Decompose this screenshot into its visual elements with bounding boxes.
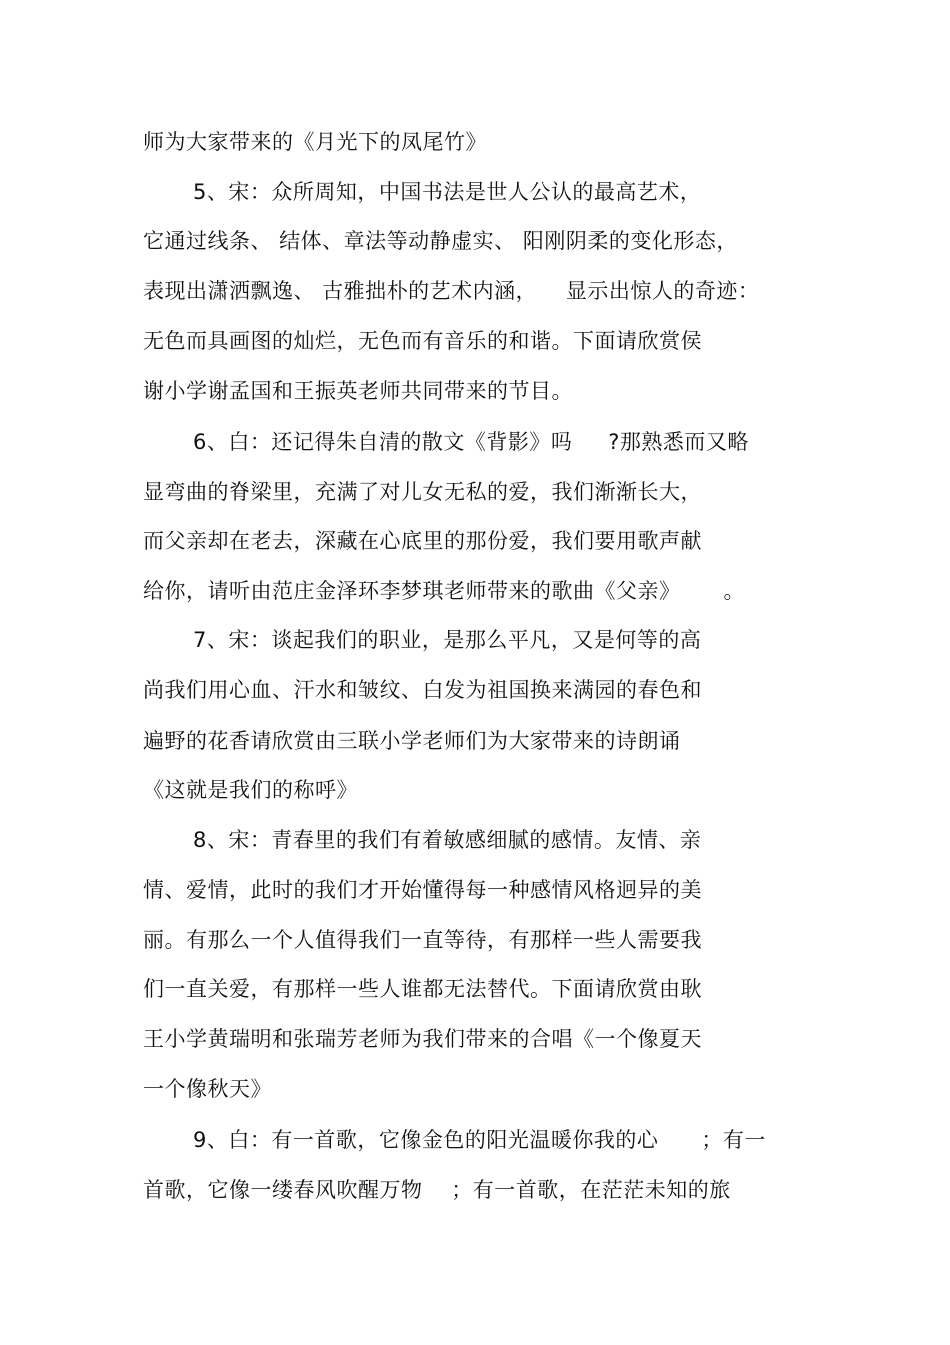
text-line: 首歌，它像一缕春风吹醒万物 ；有一首歌，在茫茫未知的旅: [143, 1178, 731, 1202]
text-line: 表现出潇洒飘逸、 古雅拙朴的艺术内涵， 显示出惊人的奇迹：: [143, 279, 760, 303]
text-line: 们一直关爱，有那样一些人谁都无法替代。下面请欣赏由耿: [143, 977, 702, 1001]
text-line: 情、爱情，此时的我们才开始懂得每一种感情风格迥异的美: [143, 878, 702, 902]
text-line: 无色而具画图的灿烂，无色而有音乐的和谐。下面请欣赏侯: [143, 329, 702, 353]
text-line: 丽。有那么一个人值得我们一直等待，有那样一些人需要我: [143, 928, 702, 952]
paragraph-9-start: 9、白：有一首歌，它像金色的阳光温暖你我的心 ；有一: [193, 1128, 766, 1152]
text-line: 它通过线条、 结体、章法等动静虚实、 阳刚阴柔的变化形态，: [143, 229, 738, 253]
text-line: 给你，请听由范庄金泽环李梦琪老师带来的歌曲《父亲》 。: [143, 579, 746, 603]
text-line: 《这就是我们的称呼》: [143, 778, 358, 802]
text-line: 王小学黄瑞明和张瑞芳老师为我们带来的合唱《一个像夏天: [143, 1027, 702, 1051]
text-line: 谢小学谢孟国和王振英老师共同带来的节目。: [143, 379, 573, 403]
text-line: 而父亲却在老去，深藏在心底里的那份爱，我们要用歌声献: [143, 529, 702, 553]
paragraph-8-start: 8、宋：青春里的我们有着敏感细腻的感情。友情、亲: [193, 828, 702, 852]
text-line: 师为大家带来的《月光下的凤尾竹》: [143, 130, 487, 154]
paragraph-5-start: 5、宋：众所周知，中国书法是世人公认的最高艺术，: [193, 180, 702, 204]
text-line: 遍野的花香请欣赏由三联小学老师们为大家带来的诗朗诵: [143, 729, 681, 753]
paragraph-7-start: 7、宋：谈起我们的职业，是那么平凡，又是何等的高: [193, 628, 702, 652]
text-line: 尚我们用心血、汗水和皱纹、白发为祖国换来满园的春色和: [143, 678, 702, 702]
paragraph-6-start: 6、白：还记得朱自清的散文《背影》吗 ?那熟悉而又略: [193, 430, 749, 454]
text-line: 显弯曲的脊梁里，充满了对儿女无私的爱，我们渐渐长大，: [143, 480, 702, 504]
text-line: 一个像秋天》: [143, 1077, 272, 1101]
